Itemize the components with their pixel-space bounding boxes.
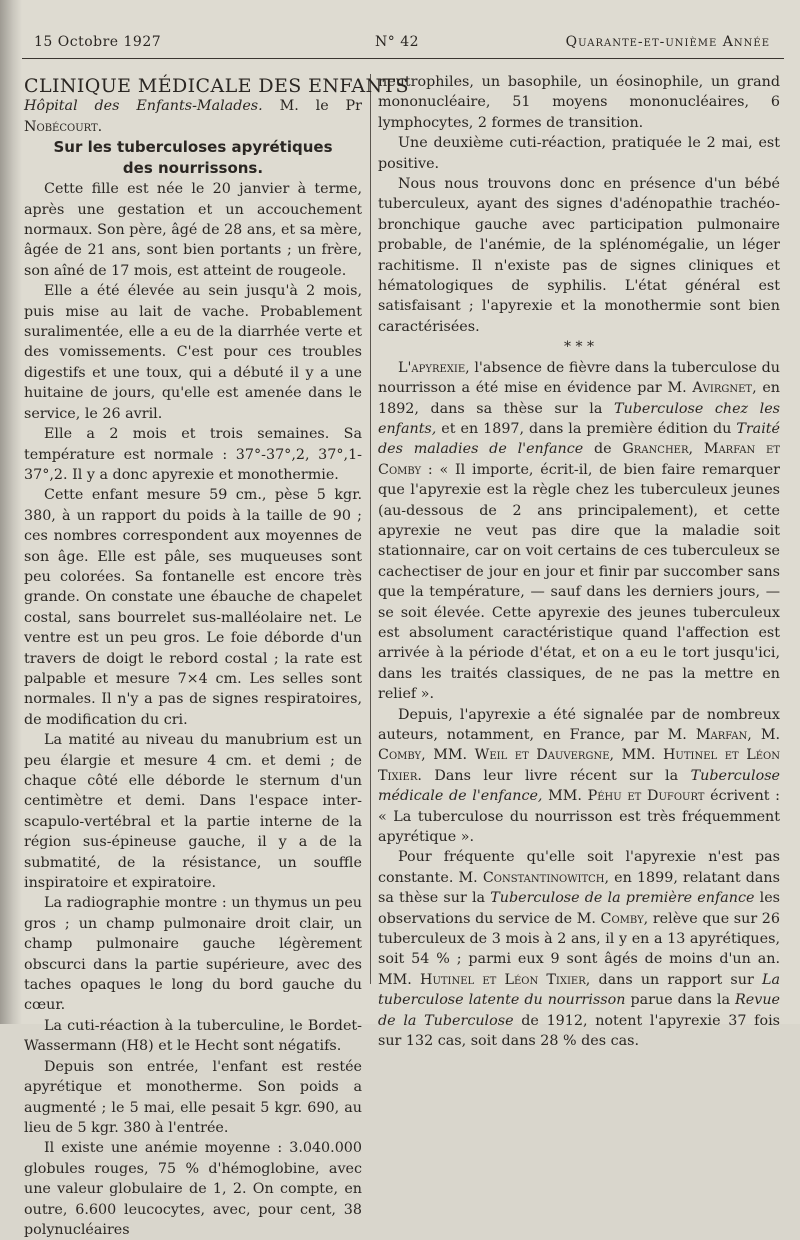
book-title: Traité des maladies de l'enfance (378, 420, 780, 458)
text-run: MM. (542, 788, 588, 805)
author-name: M. Avirgnet, (667, 380, 757, 397)
article-title-line1: Sur les tuberculoses apyrétiques (53, 138, 333, 157)
author-name: MM. Hutinel et Léon Tixier, (378, 971, 591, 988)
paragraph: Il existe une anémie moyenne : 3.040.000 globules rouges, 75 % d'hémoglobine, avec une valeur globulaire de 1, 2. On compte, en outre, 6.600 leucocytes, avec, pour cent, 38 polynucléaires (24, 1140, 362, 1238)
text-run: relève que sur 26 tuberculeux de 3 mois à 2 ans, il y en a 13 apyrétiques, soit 54 % ; parmi eux 9 sont âgés de moins d'un an. (378, 910, 780, 968)
paragraph: Elle a été élevée au sein jusqu'à 2 mois, puis mise au lait de vache. Probablement suralimentée, elle a eu de la diarrhée verte et des vomissements. C'est pour ces troubles digestifs et une toux, qui a débuté il y a une huitaine de jours, qu'elle est amenée dans le service, le 26 avril. (24, 283, 362, 422)
paragraph: Une deuxième cuti-réaction, pratiquée le 2 mai, est positive. (378, 135, 780, 172)
paragraph: Cette enfant mesure 59 cm., pèse 5 kgr. 380, à un rapport du poids à la taille de 90 ; ces nombres correspondent aux moyennes de son âge. Elle est pâle, ses muqueuses sont peu colorées. Sa fontanelle est encore très grande. On constate une ébauche de chapelet costal, sans bourrelet sus-malléolaire net. Le ventre est un peu gros. Le foie déborde d'un travers de doigt le rebord costal ; la rate est palpable et mesure 7×4 cm. Les selles sont normales. Il n'y a pas de signes respiratoires, de modification du cri. (24, 487, 362, 728)
book-title: Tuberculose chez les enfants, (378, 400, 780, 437)
paragraph: La matité au niveau du manubrium est un peu élargie et mesure 4 cm. et demi ; de chaque côté elle déborde le sternum d'un centimètre et demi. Dans l'espace inter-scapulo-vertébral et la partie interne de la région sus-épineuse gauche, il y a de la submatité, de la résistance, un souffle inspiratoire et expiratoire. (24, 732, 362, 892)
text-run: de 1912, notent l'apyrexie 37 fois sur 132 cas, soit dans 28 % des cas. (378, 1012, 780, 1050)
author-name: M. Constantinowitch, (458, 869, 610, 886)
paragraph: La radiographie montre : un thymus un peu gros ; un champ pulmonaire droit clair, un champ pulmonaire gauche légèrement obscurci dans la partie supérieure, avec des taches opaques le long du bord gauche du cœur. (24, 895, 362, 1014)
paragraph: Elle a 2 mois et trois semaines. Sa température est normale : 37°-37°,2, 37°,1-37°,2. Il y a donc apyrexie et monothermie. (24, 426, 362, 483)
text-run: : « Il importe, écrit-il, de bien faire remarquer que l'apyrexie est la règle chez les tuberculeux jeunes (au-dessous de 2 ans principalement), et cette apyrexie ne veut pas dire que la maladie soit stationnaire, car on voit certains de ces tuberculeux se cachectiser de jour en jour et finir par succomber sans que la température, — sauf dans les derniers jours, — se soit élevée. Cette apyrexie des jeunes tuberculeux est absolument caractéristique quand l'affection est arrivée à la période d'état, et on a eu le tort jusqu'ici, dans les traités classiques, de ne pas la mettre en relief ». (378, 461, 780, 703)
article-title (24, 137, 362, 179)
text-run: et en 1897, dans la première édition du (436, 420, 737, 437)
header-date: 15 Octobre 1927 (34, 34, 162, 50)
header-year: Quarante-et-unième Année (565, 34, 770, 50)
section-title: CLINIQUE MÉDICALE DES ENFANTS (24, 75, 409, 97)
left-column (24, 75, 409, 1240)
book-title: Tuberculose de la première enfance (490, 890, 755, 907)
binding-shadow (0, 0, 22, 1024)
section-separator: * * * (564, 339, 594, 356)
header-rule (22, 58, 784, 59)
paragraph: Cette fille est née le 20 janvier à terme, après une gestation et un accouchement normaux. Son père, âgé de 28 ans, et sa mère, âgée de 21 ans, sont bien portants ; un frère, son aîné de 17 mois, est atteint de rougeole. (24, 181, 362, 279)
text-run: l'absence de fièvre dans la tuberculose du nourrisson a été mise en évidence par (378, 359, 780, 397)
paragraph (378, 705, 780, 848)
hospital-name: Hôpital des Enfants-Malades. (24, 98, 263, 115)
paragraph (378, 847, 780, 1051)
hospital-mr: M. le Pr (262, 98, 362, 115)
hospital-line (24, 96, 362, 137)
author-name: M. Comby, (576, 910, 649, 927)
author-name: Grancher, Marfan et Comby (378, 441, 780, 478)
paragraph: Depuis son entrée, l'enfant est restée apyrétique et monotherme. Son poids a augmenté ; le 5 mai, elle pesait 5 kgr. 690, au lieu de 5 kgr. 380 à l'entrée. (24, 1058, 362, 1136)
paragraph: neutrophiles, un basophile, un éosinophile, un grand mononucléaire, 51 moyens mononucléaires, 6 lymphocytes, 2 formes de transition. (378, 74, 780, 131)
text-run: les observations du service de (378, 890, 781, 927)
text-run: en 1892, dans sa thèse sur la (378, 380, 781, 417)
author-name: M. Marfan, M. Comby, MM. Weil et Dauvergne, MM. Hutinel et Léon Tixier. (378, 727, 781, 784)
column-divider (370, 74, 371, 984)
paragraph: Nous nous trouvons donc en présence d'un bébé tuberculeux, ayant des signes d'adénopathie trachéo-bronchique gauche avec participation pulmonaire probable, de l'anémie, de la splénomégalie, un léger rachitisme. Il n'existe pas de signes cliniques et hématologiques de syphilis. L'état général est satisfaisant ; l'apyrexie et la monothermie sont bien caractérisées. (378, 176, 780, 335)
book-title: La tuberculose latente du nourrisson (378, 971, 780, 1009)
text-run: en 1899, relatant dans sa thèse sur la (378, 869, 780, 907)
book-title: Tuberculose médicale de l'enfance, (378, 767, 780, 805)
paragraph: La cuti-réaction à la tuberculine, le Bordet-Wassermann (H8) et le Hecht sont négatifs. (24, 1017, 362, 1055)
lead-word: L'apyrexie, (398, 359, 470, 376)
text-run: Pour fréquente qu'elle soit l'apyrexie n'est pas constante. (378, 849, 780, 886)
author-name: Péhu et Dufourt (587, 788, 705, 805)
professor-name: Nobécourt. (24, 118, 103, 135)
article-title-line2: des nourrissons. (122, 159, 264, 178)
text-run: parue dans la (625, 992, 736, 1009)
paragraph (378, 358, 780, 705)
journal-title: Revue de la Tuberculose (378, 992, 780, 1029)
right-column (378, 72, 780, 1052)
text-run: Dans leur livre récent sur la (421, 767, 691, 784)
running-header (32, 34, 782, 56)
header-issue-number: N° 42 (375, 34, 420, 50)
text-run: de (583, 441, 623, 458)
text-run: écrivent : « La tuberculose du nourrisson est très fréquemment apyrétique ». (378, 788, 780, 846)
text-run: dans un rapport sur (590, 971, 762, 988)
text-run: Depuis, l'apyrexie a été signalée par de nombreux auteurs, notamment, en France, par (378, 706, 780, 743)
